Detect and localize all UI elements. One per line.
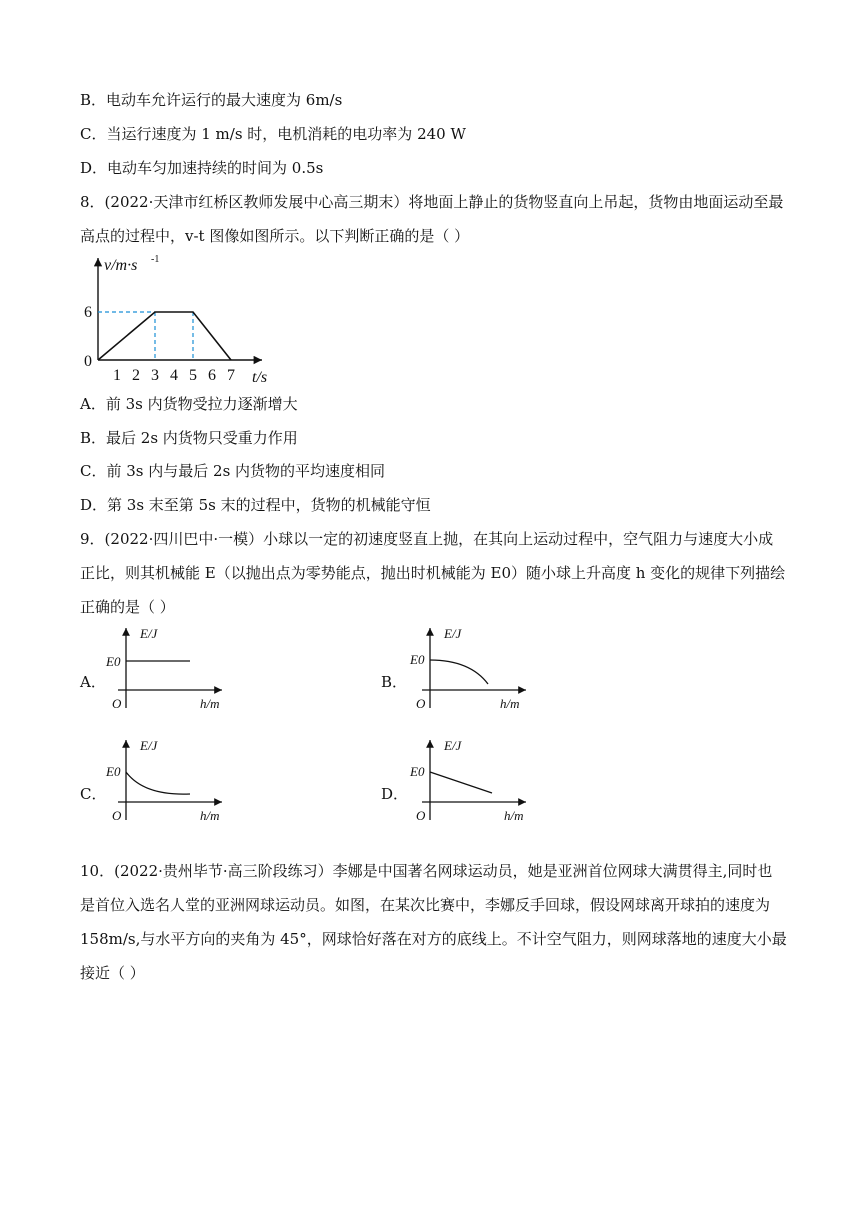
q8-stem-line1: 8．(2022·天津市红桥区教师发展中心高三期末）将地面上静止的货物竖直向上吊起，货物由地面运动至最 xyxy=(80,193,784,211)
q10-line3: 158m/s,与水平方向的夹角为 45°，网球恰好落在对方的底线上。不计空气阻力，则网球落地的速度大小最 xyxy=(80,930,787,948)
svg-text:h/m: h/m xyxy=(500,696,520,711)
y-tick-6: 6 xyxy=(84,304,92,321)
svg-text:E/J: E/J xyxy=(140,738,158,753)
q8-stem-line2: 高点的过程中，v-t 图像如图所示。以下判断正确的是（ ） xyxy=(80,227,470,245)
svg-text:E0: E0 xyxy=(410,652,425,667)
q7-option-d: D．电动车匀加速持续的时间为 0.5s xyxy=(80,159,324,177)
q9-stem-line2: 正比，则其机械能 E（以抛出点为零势能点，抛出时机械能为 E0）随小球上升高度 h 变化的规律下列描绘 xyxy=(80,564,786,582)
q9-option-a-label: A． xyxy=(80,673,106,691)
q8-option-d: D．第 3s 末至第 5s 末的过程中，货物的机械能守恒 xyxy=(80,496,431,514)
svg-text:h/m: h/m xyxy=(200,696,220,711)
svg-text:h/m: h/m xyxy=(200,808,220,823)
q9-option-d-label: D． xyxy=(381,785,409,803)
x-tick-label-1: 1 xyxy=(113,367,121,384)
q9-graph-b xyxy=(408,624,538,716)
y-axis-exponent: -1 xyxy=(151,254,160,265)
svg-text:E/J: E/J xyxy=(444,738,462,753)
q8-option-c: C．前 3s 内与最后 2s 内货物的平均速度相同 xyxy=(80,462,386,480)
q9-graph-a xyxy=(104,624,234,716)
q7-option-b: B．电动车允许运行的最大速度为 6m/s xyxy=(80,91,343,109)
x-tick-label-2: 2 xyxy=(132,367,140,384)
svg-text:O: O xyxy=(416,696,426,711)
origin-label: 0 xyxy=(84,353,92,370)
energy-curve xyxy=(430,660,488,684)
svg-text:O: O xyxy=(112,696,122,711)
svg-text:E0: E0 xyxy=(106,654,121,669)
q7-option-c: C．当运行速度为 1 m/s 时，电机消耗的电功率为 240 W xyxy=(80,125,466,143)
x-tick-label-7: 7 xyxy=(227,367,235,384)
svg-text:O: O xyxy=(112,808,122,823)
svg-text:E/J: E/J xyxy=(140,626,158,641)
q9-stem-line3: 正确的是（ ） xyxy=(80,598,175,616)
energy-curve xyxy=(430,772,492,793)
q9-graph-d xyxy=(408,736,538,828)
q8-vt-graph xyxy=(80,252,280,388)
energy-curve xyxy=(126,772,190,794)
x-axis-label: t/s xyxy=(252,369,268,386)
q9-option-b-label: B． xyxy=(381,673,408,691)
vt-series-line xyxy=(98,312,231,360)
svg-text:E0: E0 xyxy=(410,764,425,779)
x-tick-label-6: 6 xyxy=(208,367,216,384)
svg-text:E0: E0 xyxy=(106,764,121,779)
q8-option-b: B．最后 2s 内货物只受重力作用 xyxy=(80,429,298,447)
q10-line1: 10．(2022·贵州毕节·高三阶段练习）李娜是中国著名网球运动员，她是亚洲首位网球大满贯得主,同时也 xyxy=(80,862,773,880)
svg-text:O: O xyxy=(416,808,426,823)
q8-option-a: A．前 3s 内货物受拉力逐渐增大 xyxy=(80,395,298,413)
q10-line2: 是首位入选名人堂的亚洲网球运动员。如图，在某次比赛中，李娜反手回球，假设网球离开球拍的速度为 xyxy=(80,896,771,914)
q9-stem-line1: 9．(2022·四川巴中·一模）小球以一定的初速度竖直上抛，在其向上运动过程中，空气阻力与速度大小成 xyxy=(80,530,774,548)
q9-option-c-label: C． xyxy=(80,785,107,803)
svg-text:h/m: h/m xyxy=(504,808,524,823)
q9-graph-c xyxy=(104,736,234,828)
y-axis-label: v/m·s xyxy=(104,257,138,274)
q10-line4: 接近（ ） xyxy=(80,964,145,982)
svg-text:E/J: E/J xyxy=(444,626,462,641)
x-tick-label-4: 4 xyxy=(170,367,178,384)
x-tick-label-3: 3 xyxy=(151,367,159,384)
x-tick-label-5: 5 xyxy=(189,367,197,384)
